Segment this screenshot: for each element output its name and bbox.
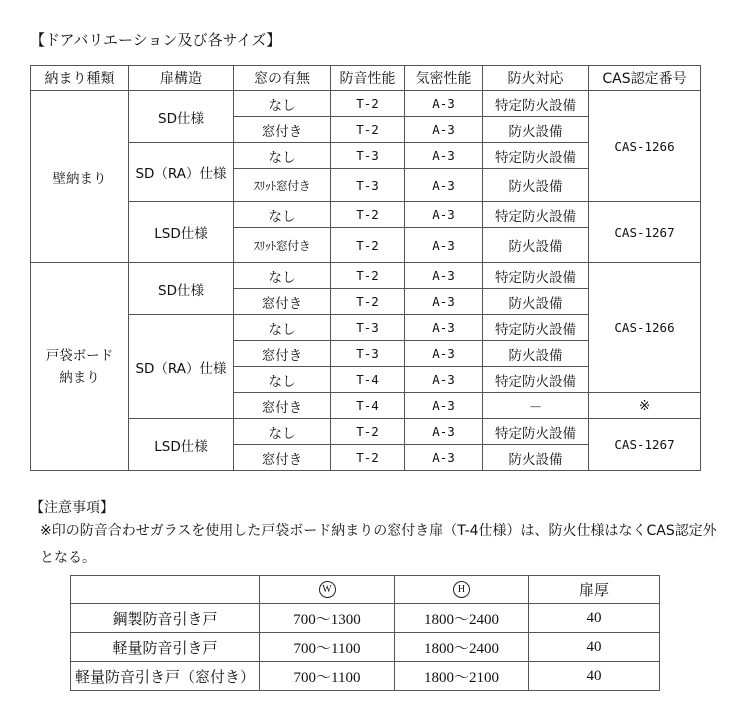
sound-cell: T-2 <box>331 91 405 117</box>
install-type-cell: 壁納まり <box>31 91 129 263</box>
window-cell: 窓付き <box>234 393 331 419</box>
height-cell: 1800～2100 <box>395 662 529 691</box>
sound-cell: T-2 <box>331 419 405 445</box>
size-table <box>70 575 660 691</box>
fire-cell: 防火設備 <box>483 117 589 143</box>
window-cell: 窓付き <box>234 289 331 315</box>
fire-cell: 特定防火設備 <box>483 367 589 393</box>
cas-cell: CAS-1267 <box>589 419 701 471</box>
install-type-cell <box>31 263 129 471</box>
height-cell: 1800～2400 <box>395 604 529 633</box>
thickness-cell: 40 <box>529 662 660 691</box>
sound-cell: T-4 <box>331 393 405 419</box>
airtight-cell: A-3 <box>405 393 483 419</box>
page-heading: 【ドアバリエーション及び各サイズ】 <box>30 31 282 49</box>
airtight-cell: A-3 <box>405 263 483 289</box>
header-cell: 防火対応 <box>483 66 589 91</box>
fire-cell: 防火設備 <box>483 289 589 315</box>
fire-cell: 防火設備 <box>483 341 589 367</box>
window-cell: なし <box>234 263 331 289</box>
sound-cell: T-3 <box>331 143 405 169</box>
install-type-label: 戸袋ボード納まり <box>45 347 114 386</box>
sound-cell: T-3 <box>331 169 405 202</box>
header-cell: 扉厚 <box>529 576 660 604</box>
fire-cell: 防火設備 <box>483 228 589 263</box>
airtight-cell: A-3 <box>405 315 483 341</box>
window-cell: なし <box>234 202 331 228</box>
header-cell <box>71 576 260 604</box>
window-cell: ｽﾘｯﾄ窓付き <box>234 169 331 202</box>
sound-cell: T-4 <box>331 367 405 393</box>
height-cell: 1800～2400 <box>395 633 529 662</box>
structure-cell: SD仕様 <box>129 91 234 143</box>
structure-cell: SD仕様 <box>129 263 234 315</box>
header-cell: 防音性能 <box>331 66 405 91</box>
sound-cell: T-2 <box>331 117 405 143</box>
header-cell <box>260 576 395 604</box>
structure-cell: LSD仕様 <box>129 419 234 471</box>
notes-text: ※印の防音合わせガラスを使用した戸袋ボード納まりの窓付き扉（T-4仕様）は、防火仕様はなくCAS認定外となる。 <box>40 523 717 566</box>
airtight-cell: A-3 <box>405 143 483 169</box>
airtight-cell: A-3 <box>405 289 483 315</box>
table-row <box>31 91 701 117</box>
cas-cell: ※ <box>589 393 701 419</box>
sound-cell: T-2 <box>331 263 405 289</box>
window-cell: なし <box>234 419 331 445</box>
table-row <box>71 662 660 691</box>
header-cell: 扉構造 <box>129 66 234 91</box>
window-cell: 窓付き <box>234 117 331 143</box>
window-cell: ｽﾘｯﾄ窓付き <box>234 228 331 263</box>
header-cell: CAS認定番号 <box>589 66 701 91</box>
sound-cell: T-3 <box>331 315 405 341</box>
window-cell: なし <box>234 315 331 341</box>
window-cell: 窓付き <box>234 445 331 471</box>
height-symbol: H <box>453 581 470 598</box>
width-symbol: W <box>319 581 336 598</box>
fire-cell: 特定防火設備 <box>483 202 589 228</box>
window-cell: なし <box>234 143 331 169</box>
airtight-cell: A-3 <box>405 228 483 263</box>
door-name-cell: 軽量防音引き戸（窓付き） <box>71 662 260 691</box>
fire-cell: 特定防火設備 <box>483 143 589 169</box>
airtight-cell: A-3 <box>405 91 483 117</box>
sound-cell: T-3 <box>331 341 405 367</box>
width-cell: 700～1100 <box>260 662 395 691</box>
fire-cell: 特定防火設備 <box>483 419 589 445</box>
table-row <box>71 633 660 662</box>
width-cell: 700～1300 <box>260 604 395 633</box>
airtight-cell: A-3 <box>405 445 483 471</box>
airtight-cell: A-3 <box>405 117 483 143</box>
table-header-row <box>31 66 701 91</box>
header-cell <box>395 576 529 604</box>
header-cell: 気密性能 <box>405 66 483 91</box>
airtight-cell: A-3 <box>405 419 483 445</box>
sound-cell: T-2 <box>331 228 405 263</box>
thickness-cell: 40 <box>529 633 660 662</box>
door-variation-table <box>30 65 701 471</box>
header-cell: 納まり種類 <box>31 66 129 91</box>
airtight-cell: A-3 <box>405 367 483 393</box>
width-cell: 700～1100 <box>260 633 395 662</box>
thickness-cell: 40 <box>529 604 660 633</box>
table-header-row <box>71 576 660 604</box>
door-name-cell: 鋼製防音引き戸 <box>71 604 260 633</box>
fire-cell: 特定防火設備 <box>483 263 589 289</box>
airtight-cell: A-3 <box>405 341 483 367</box>
cas-cell: CAS-1267 <box>589 202 701 263</box>
sound-cell: T-2 <box>331 445 405 471</box>
window-cell: 窓付き <box>234 341 331 367</box>
airtight-cell: A-3 <box>405 169 483 202</box>
door-name-cell: 軽量防音引き戸 <box>71 633 260 662</box>
fire-cell: 特定防火設備 <box>483 315 589 341</box>
window-cell: なし <box>234 91 331 117</box>
sound-cell: T-2 <box>331 202 405 228</box>
sound-cell: T-2 <box>331 289 405 315</box>
table-row <box>31 202 701 228</box>
fire-cell: 防火設備 <box>483 445 589 471</box>
fire-cell: 防火設備 <box>483 169 589 202</box>
window-cell: なし <box>234 367 331 393</box>
fire-cell: 特定防火設備 <box>483 91 589 117</box>
header-cell: 窓の有無 <box>234 66 331 91</box>
airtight-cell: A-3 <box>405 202 483 228</box>
table-row <box>31 419 701 445</box>
structure-cell: LSD仕様 <box>129 202 234 263</box>
structure-cell: SD（RA）仕様 <box>129 143 234 202</box>
structure-cell: SD（RA）仕様 <box>129 315 234 419</box>
cas-cell: CAS-1266 <box>589 263 701 393</box>
cas-cell: CAS-1266 <box>589 91 701 202</box>
table-row <box>31 263 701 289</box>
notes-title: 【注意事項】 <box>30 500 114 516</box>
table-row <box>71 604 660 633</box>
fire-cell: － <box>483 393 589 419</box>
